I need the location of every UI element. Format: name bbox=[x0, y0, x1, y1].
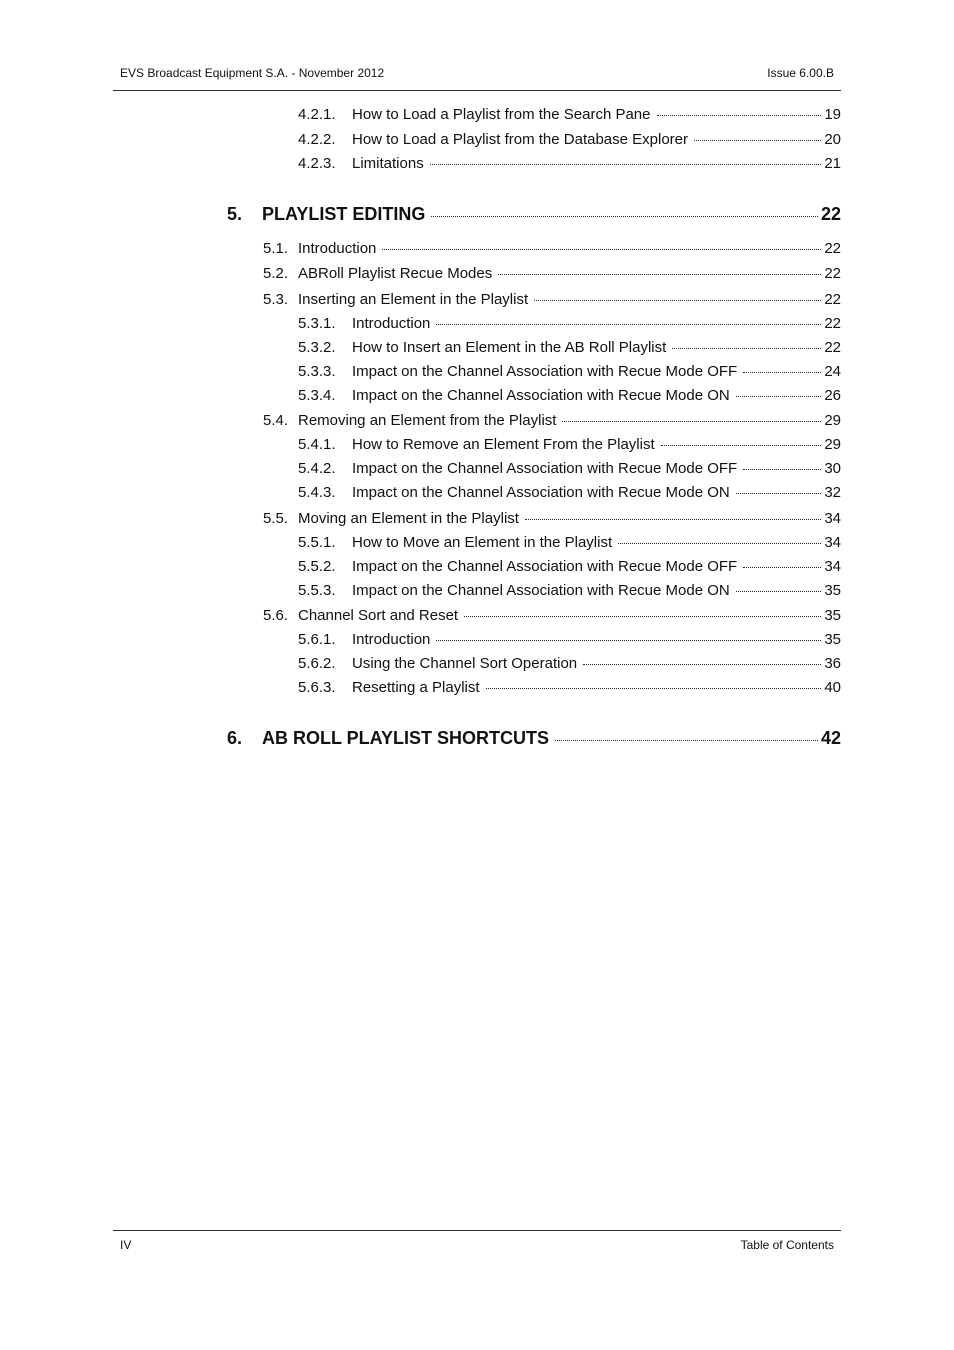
toc-dot-leader bbox=[436, 324, 821, 325]
footer-rule bbox=[113, 1230, 841, 1231]
toc-entry-title: Resetting a Playlist bbox=[352, 679, 480, 696]
toc-entry-title: How to Load a Playlist from the Database Explorer bbox=[352, 131, 688, 148]
toc-dot-leader bbox=[498, 274, 821, 275]
toc-entry[interactable] bbox=[227, 204, 841, 228]
toc-entry-number: 5.4.2. bbox=[298, 460, 336, 477]
toc-entry-number: 6. bbox=[227, 728, 243, 748]
toc-entry-page: 22 bbox=[820, 204, 841, 224]
toc-entry-number: 5.5.2. bbox=[298, 558, 336, 575]
toc-entry-title: Impact on the Channel Association with Recue Mode OFF bbox=[352, 558, 738, 575]
toc-entry[interactable] bbox=[298, 679, 841, 701]
toc-entry-number: 4.2.2. bbox=[298, 131, 336, 148]
toc-entry-title: Limitations bbox=[352, 155, 424, 172]
toc-entry[interactable] bbox=[298, 631, 841, 653]
toc-entry-title: ABRoll Playlist Recue Modes bbox=[298, 265, 493, 282]
toc-entry-title: How to Load a Playlist from the Search Pane bbox=[352, 106, 651, 123]
toc-entry-title: Impact on the Channel Association with Recue Mode ON bbox=[352, 387, 730, 404]
toc-entry-number: 5.4. bbox=[263, 412, 289, 429]
toc-entry-title: Inserting an Element in the Playlist bbox=[298, 291, 529, 308]
toc-dot-leader bbox=[464, 616, 821, 617]
toc-entry-number: 5.3.3. bbox=[298, 363, 336, 380]
toc-dot-leader bbox=[661, 445, 822, 446]
toc-entry-title: Removing an Element from the Playlist bbox=[298, 412, 557, 429]
header-rule bbox=[113, 90, 841, 91]
toc-entry-number: 5.2. bbox=[263, 265, 289, 282]
toc-dot-leader bbox=[618, 543, 821, 544]
toc-entry-page: 22 bbox=[824, 265, 841, 282]
toc-entry-title: AB ROLL PLAYLIST SHORTCUTS bbox=[262, 728, 550, 748]
toc-entry-page: 34 bbox=[824, 558, 841, 575]
toc-entry[interactable] bbox=[227, 728, 841, 752]
toc-entry[interactable] bbox=[263, 510, 841, 532]
toc-entry-page: 22 bbox=[824, 315, 841, 332]
toc-dot-leader bbox=[525, 519, 821, 520]
toc-entry[interactable] bbox=[298, 315, 841, 337]
toc-entry[interactable] bbox=[263, 291, 841, 313]
toc-entry-page: 19 bbox=[824, 106, 841, 123]
toc-entry[interactable] bbox=[298, 106, 841, 128]
toc-dot-leader bbox=[736, 493, 822, 494]
toc-entry-page: 22 bbox=[824, 291, 841, 308]
toc-entry-page: 34 bbox=[824, 534, 841, 551]
toc-entry-title: How to Move an Element in the Playlist bbox=[352, 534, 613, 551]
toc-entry[interactable] bbox=[263, 412, 841, 434]
toc-entry[interactable] bbox=[298, 339, 841, 361]
toc-entry-page: 21 bbox=[824, 155, 841, 172]
toc-entry-number: 5.6.3. bbox=[298, 679, 336, 696]
toc-dot-leader bbox=[555, 740, 818, 741]
toc-entry-title: Using the Channel Sort Operation bbox=[352, 655, 578, 672]
toc-entry-number: 5.5. bbox=[263, 510, 289, 527]
toc-entry-number: 5.6.2. bbox=[298, 655, 336, 672]
toc-entry-title: How to Insert an Element in the AB Roll Playlist bbox=[352, 339, 667, 356]
toc-entry[interactable] bbox=[298, 436, 841, 458]
toc-entry-number: 5.6. bbox=[263, 607, 289, 624]
toc-entry-title: Introduction bbox=[352, 315, 431, 332]
toc-dot-leader bbox=[583, 664, 821, 665]
toc-entry-title: Impact on the Channel Association with Recue Mode ON bbox=[352, 582, 730, 599]
toc-entry-number: 4.2.3. bbox=[298, 155, 336, 172]
toc-entry-number: 4.2.1. bbox=[298, 106, 336, 123]
toc-entry-page: 29 bbox=[824, 412, 841, 429]
toc-entry[interactable] bbox=[298, 655, 841, 677]
header-issue-text: Issue 6.00.B bbox=[767, 66, 834, 80]
toc-entry-title: Moving an Element in the Playlist bbox=[298, 510, 519, 527]
toc-entry-page: 20 bbox=[824, 131, 841, 148]
toc-entry[interactable] bbox=[298, 460, 841, 482]
toc-entry-page: 30 bbox=[824, 460, 841, 477]
toc-entry-title: PLAYLIST EDITING bbox=[262, 204, 426, 224]
footer-page-number: IV bbox=[120, 1238, 132, 1252]
toc-entry-number: 5.3.1. bbox=[298, 315, 336, 332]
toc-entry-number: 5.5.1. bbox=[298, 534, 336, 551]
toc-dot-leader bbox=[736, 591, 822, 592]
toc-dot-leader bbox=[486, 688, 822, 689]
toc-dot-leader bbox=[743, 469, 821, 470]
toc-entry-page: 36 bbox=[824, 655, 841, 672]
toc-entry-title: How to Remove an Element From the Playlist bbox=[352, 436, 655, 453]
toc-entry-title: Introduction bbox=[298, 240, 377, 257]
toc-entry-page: 22 bbox=[824, 240, 841, 257]
toc-entry[interactable] bbox=[263, 240, 841, 262]
toc-entry[interactable] bbox=[298, 534, 841, 556]
toc-entry-page: 35 bbox=[824, 607, 841, 624]
toc-entry[interactable] bbox=[298, 484, 841, 506]
toc-entry-title: Introduction bbox=[352, 631, 431, 648]
toc-entry-title: Impact on the Channel Association with Recue Mode OFF bbox=[352, 363, 738, 380]
toc-entry-page: 32 bbox=[824, 484, 841, 501]
toc-dot-leader bbox=[657, 115, 822, 116]
toc-dot-leader bbox=[694, 140, 821, 141]
toc-dot-leader bbox=[430, 164, 822, 165]
toc-dot-leader bbox=[436, 640, 821, 641]
toc-entry-page: 40 bbox=[824, 679, 841, 696]
toc-entry-title: Impact on the Channel Association with Recue Mode ON bbox=[352, 484, 730, 501]
toc-entry-page: 34 bbox=[824, 510, 841, 527]
toc-entry[interactable] bbox=[298, 131, 841, 153]
toc-entry-number: 5.3.4. bbox=[298, 387, 336, 404]
toc-dot-leader bbox=[431, 216, 818, 217]
toc-entry-number: 5.4.3. bbox=[298, 484, 336, 501]
footer-section-title: Table of Contents bbox=[740, 1238, 834, 1252]
toc-entry-title: Impact on the Channel Association with Recue Mode OFF bbox=[352, 460, 738, 477]
toc-dot-leader bbox=[743, 372, 821, 373]
toc-entry-page: 35 bbox=[824, 582, 841, 599]
toc-entry-number: 5.5.3. bbox=[298, 582, 336, 599]
toc-entry-page: 26 bbox=[824, 387, 841, 404]
toc-entry-title: Channel Sort and Reset bbox=[298, 607, 459, 624]
header-left-text: EVS Broadcast Equipment S.A. - November 2012 bbox=[120, 66, 385, 80]
toc-entry-number: 5. bbox=[227, 204, 243, 224]
toc-entry-page: 24 bbox=[824, 363, 841, 380]
toc-entry[interactable] bbox=[298, 155, 841, 177]
toc-entry-number: 5.4.1. bbox=[298, 436, 336, 453]
toc-entry[interactable] bbox=[298, 582, 841, 604]
toc-entry-page: 42 bbox=[820, 728, 841, 748]
toc-entry[interactable] bbox=[298, 363, 841, 385]
toc-entry-number: 5.3.2. bbox=[298, 339, 336, 356]
toc-dot-leader bbox=[562, 421, 821, 422]
toc-entry[interactable] bbox=[263, 607, 841, 629]
toc-entry-number: 5.6.1. bbox=[298, 631, 336, 648]
toc-entry-page: 35 bbox=[824, 631, 841, 648]
toc-dot-leader bbox=[672, 348, 821, 349]
toc-entry-number: 5.1. bbox=[263, 240, 289, 257]
toc-entry[interactable] bbox=[263, 265, 841, 287]
toc-dot-leader bbox=[736, 396, 822, 397]
toc-dot-leader bbox=[534, 300, 821, 301]
toc-entry[interactable] bbox=[298, 387, 841, 409]
toc-entry-page: 22 bbox=[824, 339, 841, 356]
toc-dot-leader bbox=[382, 249, 821, 250]
toc-dot-leader bbox=[743, 567, 821, 568]
toc-entry-number: 5.3. bbox=[263, 291, 289, 308]
toc-entry[interactable] bbox=[298, 558, 841, 580]
toc-entry-page: 29 bbox=[824, 436, 841, 453]
